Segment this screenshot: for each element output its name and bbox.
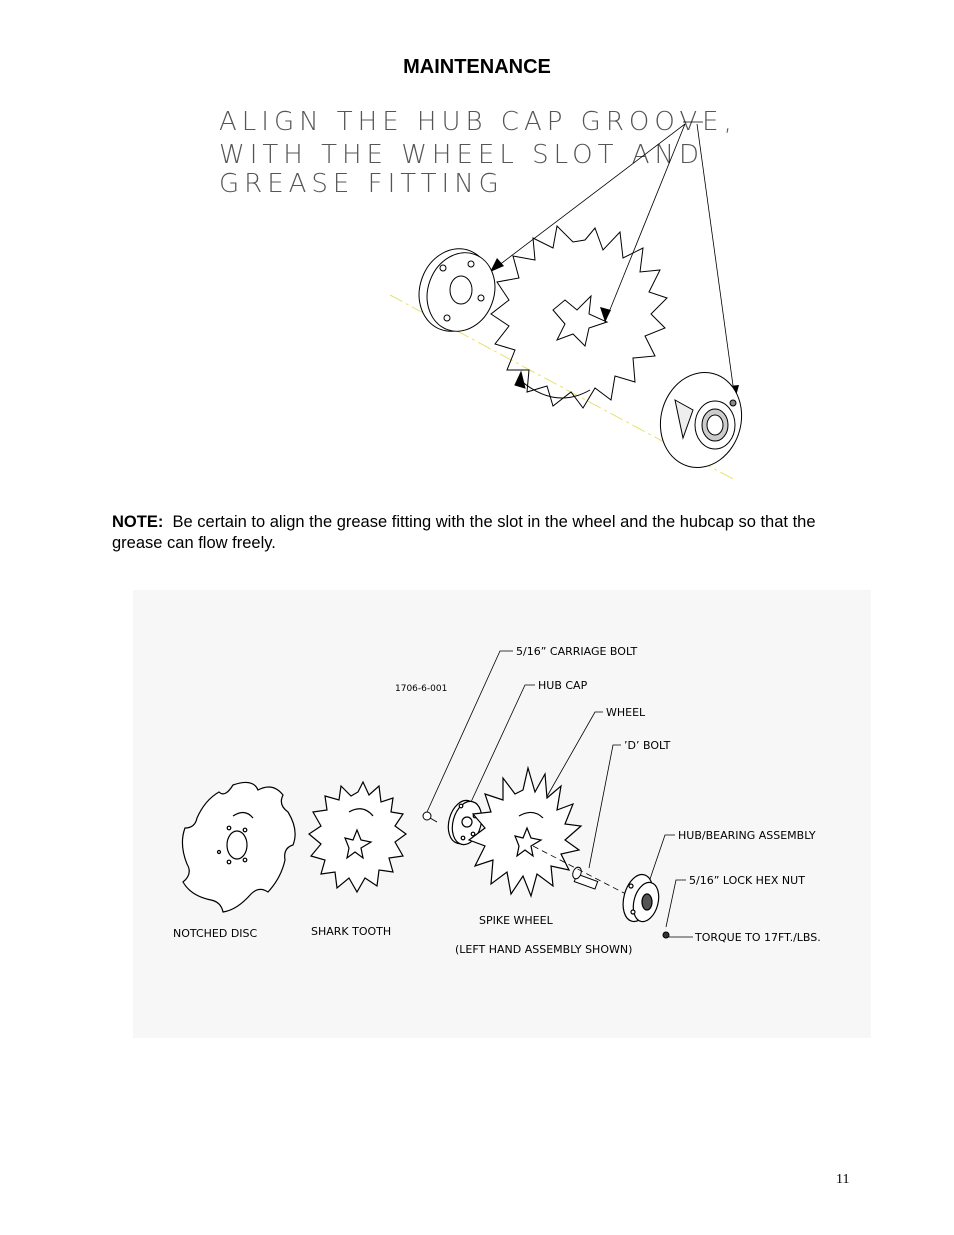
caption-line-3: GREASE FITTING xyxy=(219,169,504,199)
callout-torque: TORQUE TO 17FT./LBS. xyxy=(695,931,821,944)
callout-hub-bearing: HUB/BEARING ASSEMBLY xyxy=(678,829,816,842)
callout-hub-cap: HUB CAP xyxy=(538,679,588,692)
shark-tooth-small xyxy=(309,782,406,892)
note-label: NOTE: xyxy=(112,513,164,531)
assembly-diagram xyxy=(133,590,871,1038)
caption-line-2: WITH THE WHEEL SLOT AND xyxy=(219,140,704,170)
caption-line-1: ALIGN THE HUB CAP GROOVE, xyxy=(219,107,737,137)
spike-wheel xyxy=(469,768,581,896)
alignment-diagram xyxy=(215,100,755,500)
notched-disc xyxy=(182,782,295,912)
lock-hex-nut xyxy=(663,932,669,938)
note-text: Be certain to align the grease fitting with the slot in the wheel and the hubcap so that the grease can flow freely. xyxy=(112,513,816,552)
callout-carriage-bolt: 5/16” CARRIAGE BOLT xyxy=(516,645,638,658)
assembly-note: (LEFT HAND ASSEMBLY SHOWN) xyxy=(455,943,633,956)
label-shark-tooth: SHARK TOOTH xyxy=(311,925,392,938)
page-title: MAINTENANCE xyxy=(403,56,551,78)
hub-cap xyxy=(408,239,506,342)
d-bolt xyxy=(571,866,597,889)
drawing-number: 1706-6-001 xyxy=(395,684,448,694)
arrowhead xyxy=(490,258,504,272)
callout-d-bolt: ’D’ BOLT xyxy=(624,739,671,752)
callout-wheel: WHEEL xyxy=(606,706,646,719)
page-number: 11 xyxy=(836,1172,850,1187)
hub-bearing-small xyxy=(618,871,663,925)
maintenance-note xyxy=(112,512,852,554)
label-spike-wheel: SPIKE WHEEL xyxy=(479,914,553,927)
carriage-bolt xyxy=(423,812,437,822)
hub-bearing-assembly xyxy=(650,363,752,476)
shark-tooth-wheel xyxy=(491,226,667,408)
callout-lock-nut: 5/16” LOCK HEX NUT xyxy=(689,874,805,887)
label-notched-disc: NOTCHED DISC xyxy=(173,927,258,940)
